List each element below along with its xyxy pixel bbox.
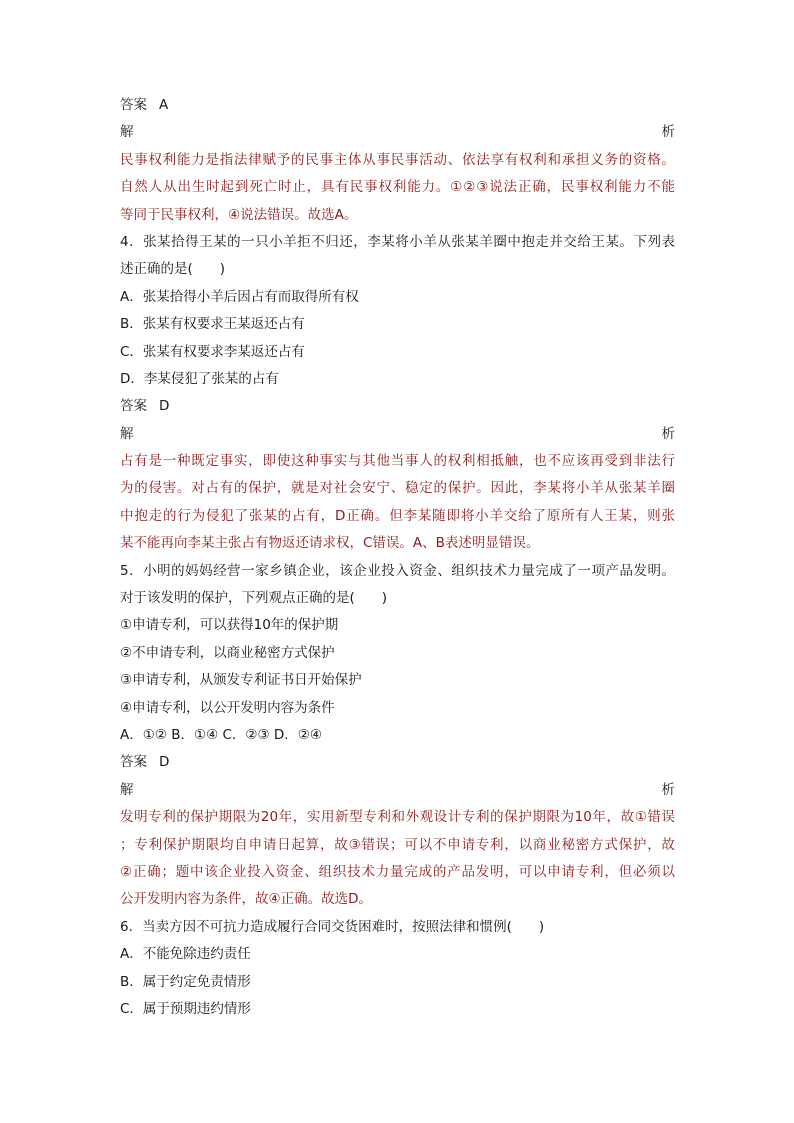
- question-stem-line: 4．张某拾得王某的一只小羊拒不归还，李某将小羊从张某羊圈中抱走并交给王某。下列表: [120, 233, 675, 250]
- analysis-label-right: 析: [661, 425, 675, 442]
- answer-value: D: [159, 754, 170, 771]
- document-page: [120, 92, 675, 1023]
- option-c: C．属于预期违约情形: [120, 1000, 251, 1017]
- statement-item: ①申请专利，可以获得10年的保护期: [120, 617, 339, 634]
- analysis-label-right: 析: [661, 781, 675, 798]
- option-b: B．属于约定免责情形: [120, 973, 251, 990]
- analysis-text-line: 民事权利能力是指法律赋予的民事主体从事民事活动、依法享有权利和承担义务的资格。: [120, 151, 675, 168]
- analysis-heading: [120, 119, 675, 146]
- statement-item: ④申请专利，以公开发明内容为条件: [120, 699, 335, 716]
- analysis-text-line: ；专利保护期限均自申请日起算，故③错误；可以不申请专利，以商业秘密方式保护，故: [120, 836, 675, 853]
- question-stem-line: 6．当卖方因不可抗力造成履行合同交货困难时，按照法律和惯例( ): [120, 918, 545, 935]
- analysis-text-line: 某不能再向李某主张占有物返还请求权，C错误。A、B表述明显错误。: [120, 535, 540, 552]
- answer-label: 答案: [120, 754, 147, 771]
- answer-label: 答案: [120, 398, 147, 415]
- analysis-label-left: 解: [120, 781, 134, 798]
- answer-line: [120, 92, 675, 119]
- answer-line: [120, 393, 675, 420]
- analysis-heading: [120, 777, 675, 804]
- analysis-label-right: 析: [661, 124, 675, 141]
- statement-item: ③申请专利，从颁发专利证书日开始保护: [120, 672, 362, 689]
- analysis-text-line: 中抱走的行为侵犯了张某的占有，D正确。但李某随即将小羊交给了原所有人王某，则张: [120, 507, 675, 524]
- analysis-text-line: 为的侵害。对占有的保护，就是对社会安宁、稳定的保护。因此，李某将小羊从张某羊圈: [120, 480, 675, 497]
- analysis-text-line: 公开发明内容为条件，故④正确。故选D。: [120, 891, 372, 908]
- analysis-label-left: 解: [120, 124, 134, 141]
- choices-line: A．①② B．①④ C．②③ D．②④: [120, 726, 323, 743]
- statement-item: ②不申请专利，以商业秘密方式保护: [120, 644, 335, 661]
- option-b: B．张某有权要求王某返还占有: [120, 316, 305, 333]
- option-a: A．不能免除违约责任: [120, 946, 251, 963]
- question-stem-line: 对于该发明的保护，下列观点正确的是( ): [120, 590, 388, 607]
- answer-value: A: [159, 97, 169, 113]
- question-stem-line: 5．小明的妈妈经营一家乡镇企业，该企业投入资金、组织技术力量完成了一项产品发明。: [120, 562, 675, 579]
- answer-label: 答案: [120, 97, 147, 113]
- option-c: C．张某有权要求李某返还占有: [120, 343, 305, 360]
- analysis-text-line: ②正确；题中该企业投入资金、组织技术力量完成的产品发明，可以申请专利，但必须以: [120, 863, 675, 880]
- answer-value: D: [159, 398, 170, 415]
- analysis-text-line: 发明专利的保护期限为20年，实用新型专利和外观设计专利的保护期限为10年，故①错误: [120, 809, 675, 826]
- analysis-text-line: 等同于民事权利，④说法错误。故选A。: [120, 206, 358, 223]
- analysis-heading: [120, 421, 675, 448]
- answer-line: [120, 749, 675, 776]
- analysis-label-left: 解: [120, 425, 134, 442]
- option-a: A．张某拾得小羊后因占有而取得所有权: [120, 288, 359, 305]
- analysis-text-line: 自然人从出生时起到死亡时止，具有民事权利能力。①②③说法正确，民事权利能力不能: [120, 179, 675, 196]
- option-d: D．李某侵犯了张某的占有: [120, 370, 279, 387]
- analysis-text-line: 占有是一种既定事实，即使这种事实与其他当事人的权利相抵触，也不应该再受到非法行: [120, 453, 675, 470]
- question-stem-line: 述正确的是( ): [120, 261, 226, 278]
